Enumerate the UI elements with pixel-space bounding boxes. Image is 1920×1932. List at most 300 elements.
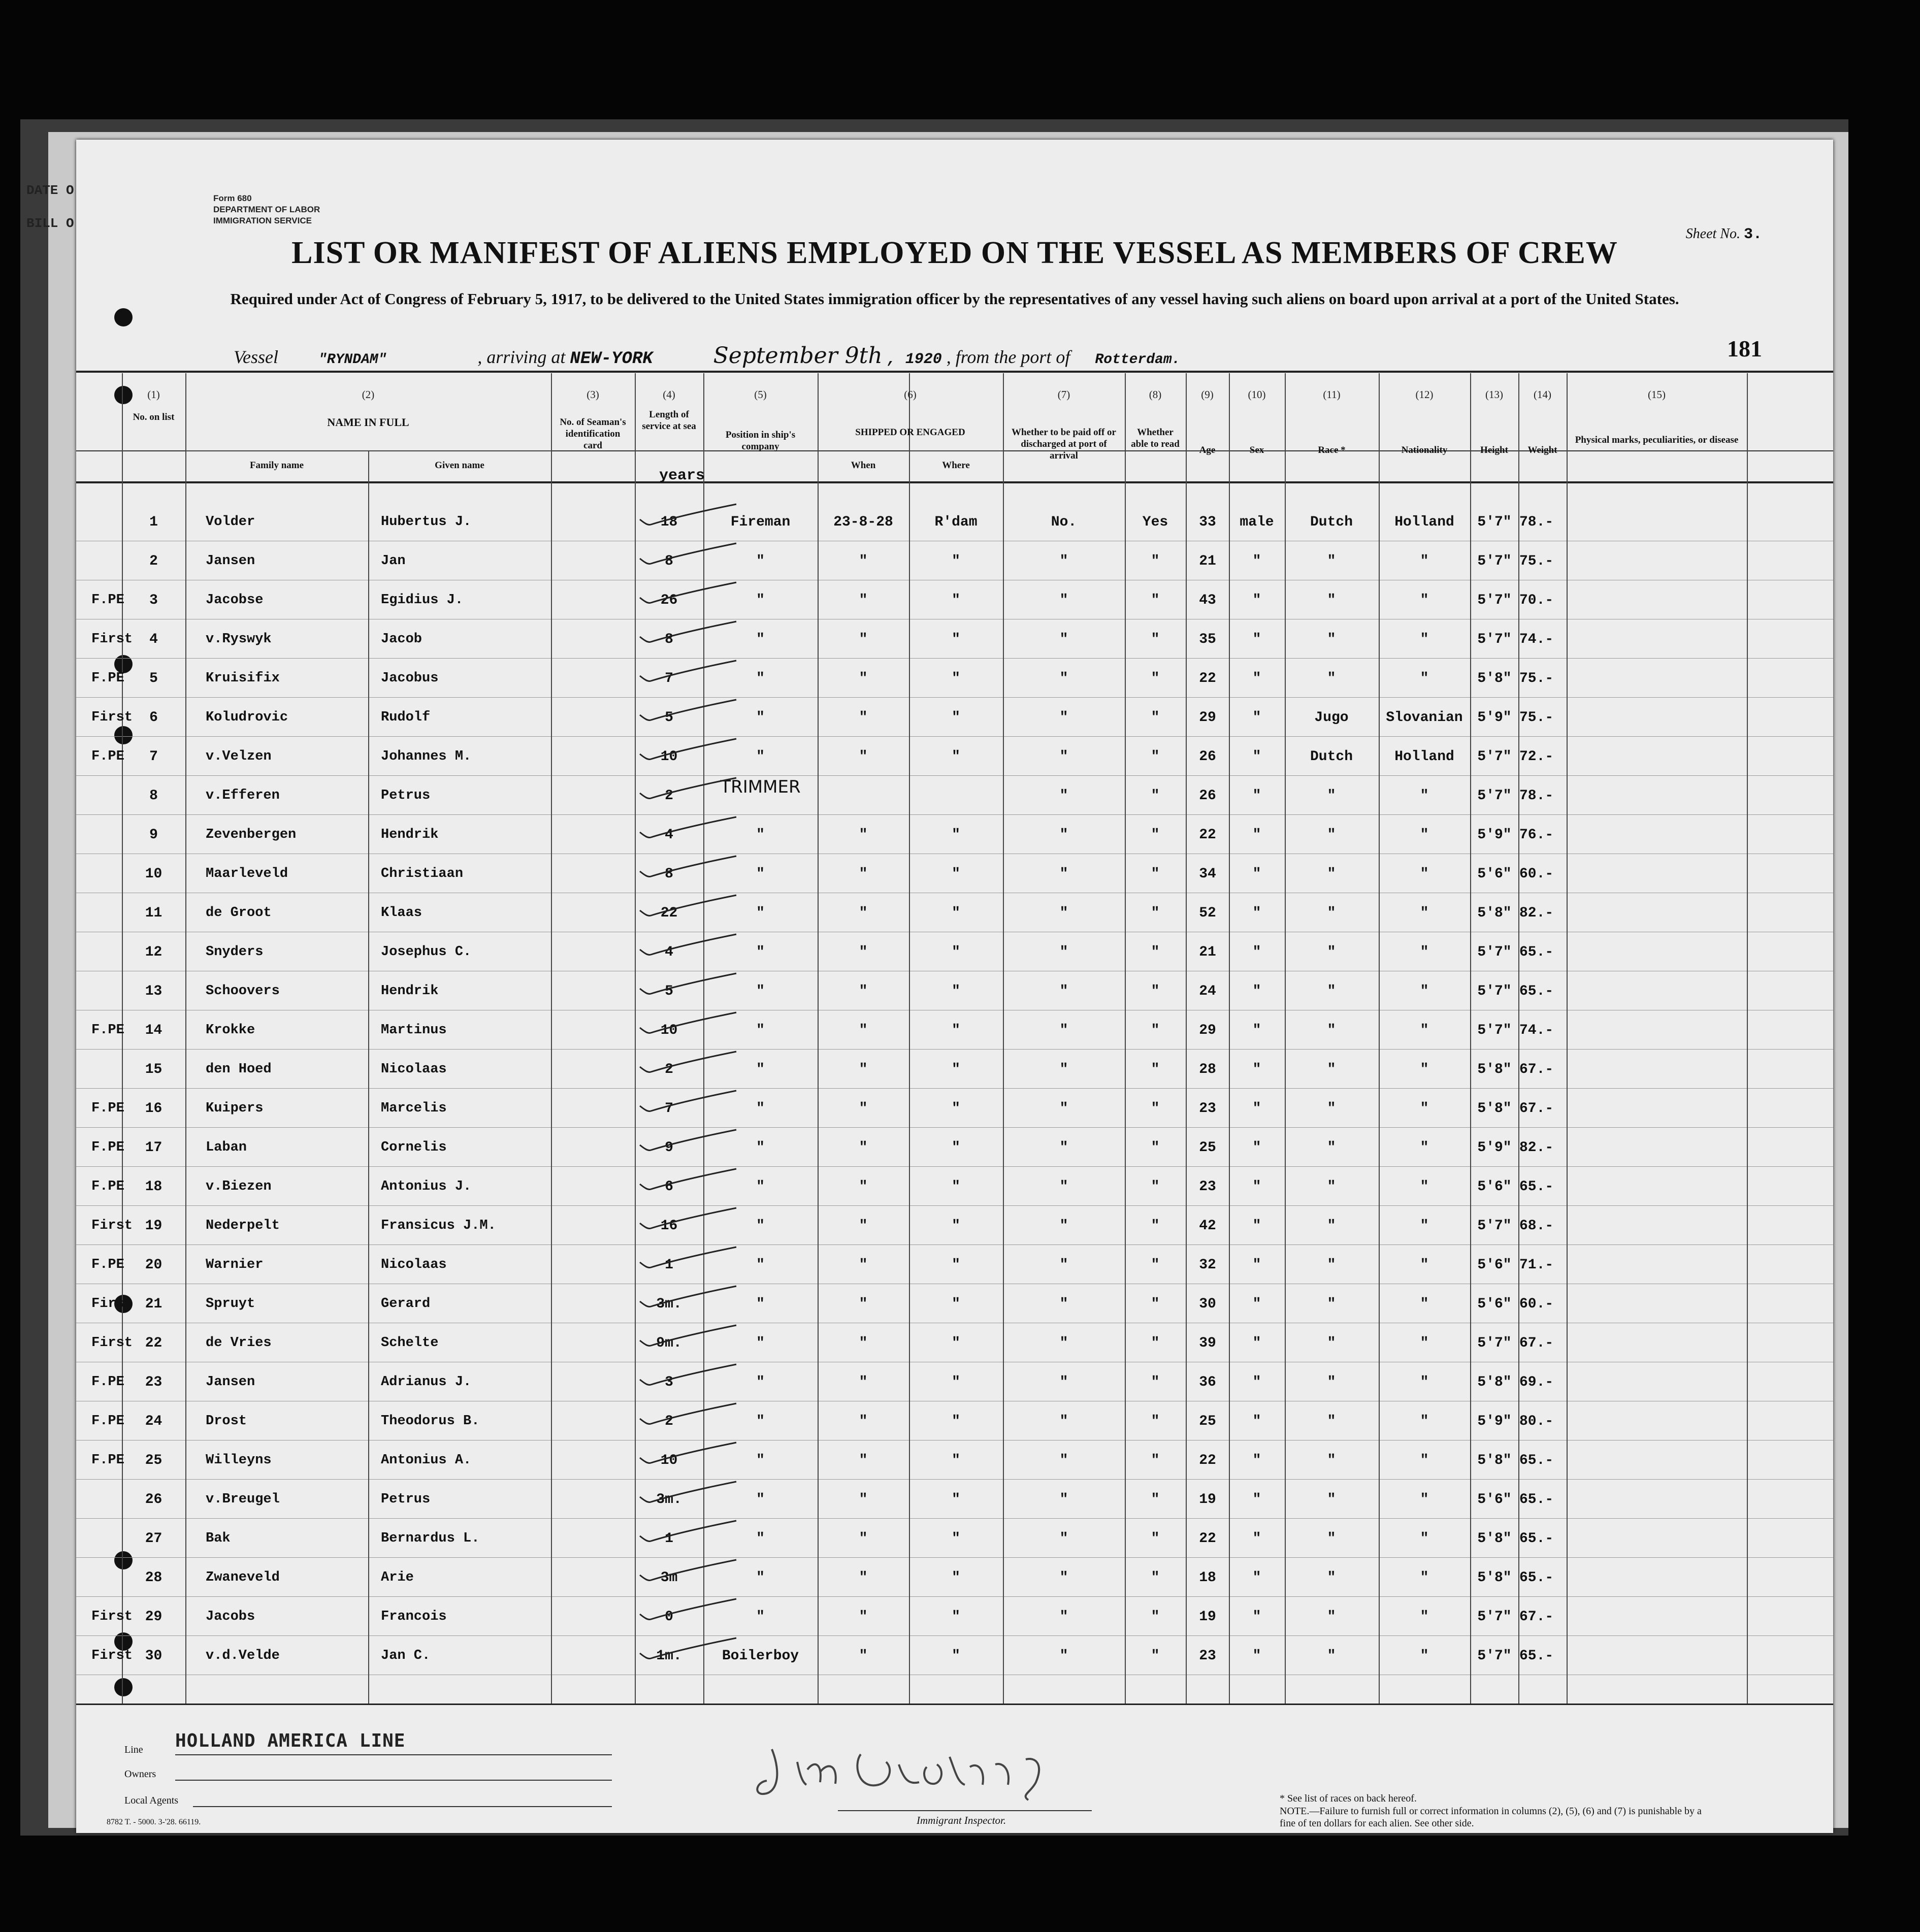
given-name: Rudolf bbox=[381, 710, 431, 725]
column-rule bbox=[1567, 373, 1568, 1704]
height: 5'7" bbox=[1477, 944, 1512, 960]
family-name: Snyders bbox=[206, 944, 264, 960]
given-name: Antonius A. bbox=[381, 1453, 472, 1468]
col-head-where: Where bbox=[942, 460, 970, 471]
sex: " bbox=[1252, 1179, 1261, 1195]
given-name: Jacob bbox=[381, 632, 422, 647]
race: " bbox=[1327, 1609, 1336, 1625]
ship-position: " bbox=[756, 671, 765, 686]
family-name: Nederpelt bbox=[206, 1218, 280, 1233]
service-length: 8 bbox=[665, 632, 673, 647]
ship-position: " bbox=[756, 593, 765, 608]
checkmark-stroke bbox=[640, 1325, 736, 1346]
sex: " bbox=[1252, 1374, 1261, 1390]
inspector-signature bbox=[752, 1734, 1077, 1805]
shipped-when: 23-8-28 bbox=[833, 514, 893, 530]
service-length: 10 bbox=[660, 749, 678, 765]
weight: 67.- bbox=[1519, 1101, 1554, 1117]
shipped-where: " bbox=[952, 632, 960, 647]
family-name: Volder bbox=[206, 514, 255, 530]
race: Jugo bbox=[1314, 710, 1349, 726]
given-name: Francois bbox=[381, 1609, 447, 1624]
checkmark-stroke bbox=[640, 1130, 736, 1151]
col-num-13: (13) bbox=[1485, 388, 1503, 401]
row-number: 14 bbox=[145, 1023, 162, 1038]
shipped-when: " bbox=[859, 1257, 868, 1273]
shipped-when: " bbox=[859, 984, 868, 999]
row-number: 9 bbox=[149, 827, 158, 843]
height: 5'6" bbox=[1477, 866, 1512, 882]
family-name: Bak bbox=[206, 1531, 231, 1546]
given-name: Josephus C. bbox=[381, 944, 472, 960]
nationality: " bbox=[1420, 671, 1429, 686]
checkmark-annotations bbox=[635, 480, 802, 1709]
punch-hole bbox=[114, 726, 133, 744]
family-name: Willeyns bbox=[206, 1453, 272, 1468]
ship-position: " bbox=[756, 905, 765, 921]
line-value: HOLLAND AMERICA LINE bbox=[175, 1730, 406, 1751]
weight: 65.- bbox=[1519, 1570, 1554, 1586]
paid-off-status: " bbox=[1059, 1257, 1068, 1273]
col-num-6: (6) bbox=[904, 388, 917, 401]
row-rule bbox=[76, 1088, 1833, 1089]
service-length: 5 bbox=[665, 984, 673, 999]
given-name: Jacobus bbox=[381, 671, 439, 686]
checkmark-stroke bbox=[640, 1208, 736, 1229]
sex: " bbox=[1252, 1140, 1261, 1156]
shipped-when: " bbox=[859, 944, 868, 960]
ship-position: " bbox=[756, 1062, 765, 1077]
row-number: 2 bbox=[149, 553, 158, 569]
family-name: v.Efferen bbox=[206, 788, 280, 803]
given-name: Egidius J. bbox=[381, 593, 464, 608]
row-number: 18 bbox=[145, 1179, 162, 1195]
checkmark-stroke bbox=[640, 1403, 736, 1424]
age: 22 bbox=[1199, 1531, 1216, 1547]
row-number: 27 bbox=[145, 1531, 162, 1547]
shipped-when: " bbox=[859, 1414, 868, 1429]
row-mark: F.PE bbox=[91, 593, 124, 608]
row-rule bbox=[76, 736, 1833, 737]
able-to-read: " bbox=[1151, 1296, 1160, 1312]
row-number: 23 bbox=[145, 1374, 162, 1390]
row-number: 25 bbox=[145, 1453, 162, 1468]
height: 5'8" bbox=[1477, 671, 1512, 686]
sex: " bbox=[1252, 1492, 1261, 1508]
height: 5'8" bbox=[1477, 1374, 1512, 1390]
service-length: 16 bbox=[660, 1218, 678, 1234]
weight: 65.- bbox=[1519, 1179, 1554, 1195]
shipped-where: " bbox=[952, 1062, 960, 1077]
ship-position: " bbox=[756, 1335, 765, 1351]
service-length: 4 bbox=[665, 944, 673, 960]
age: 21 bbox=[1199, 553, 1216, 569]
given-name: Bernardus L. bbox=[381, 1531, 480, 1546]
nationality: " bbox=[1420, 827, 1429, 843]
nationality: Holland bbox=[1394, 749, 1454, 765]
owners-label: Owners bbox=[124, 1769, 156, 1780]
ship-position: " bbox=[756, 553, 765, 569]
given-name: Nicolaas bbox=[381, 1257, 447, 1272]
height: 5'7" bbox=[1477, 1609, 1512, 1625]
line-underline bbox=[175, 1754, 612, 1755]
row-rule bbox=[76, 658, 1833, 659]
from-port-label: , from the port of bbox=[946, 347, 1070, 367]
sheet-number-label: Sheet No. bbox=[1685, 226, 1740, 242]
col-num-7: (7) bbox=[1057, 388, 1070, 401]
weight: 75.- bbox=[1519, 710, 1554, 726]
form-number-block bbox=[213, 193, 320, 226]
row-rule bbox=[76, 1127, 1833, 1128]
row-mark: F.PE bbox=[91, 1023, 124, 1038]
nationality: " bbox=[1420, 984, 1429, 999]
service-name: IMMIGRATION SERVICE bbox=[213, 216, 312, 225]
column-rule bbox=[1186, 373, 1187, 1704]
paid-off-status: " bbox=[1059, 1140, 1068, 1156]
nationality: " bbox=[1420, 944, 1429, 960]
given-name: Jan bbox=[381, 553, 406, 569]
line-label: Line bbox=[124, 1744, 143, 1755]
arrival-year: , 1920 bbox=[887, 351, 942, 368]
given-name: Arie bbox=[381, 1570, 414, 1585]
row-mark: F.PE bbox=[91, 1140, 124, 1155]
shipped-when: " bbox=[859, 1531, 868, 1547]
service-length: 22 bbox=[660, 905, 678, 921]
weight: 69.- bbox=[1519, 1374, 1554, 1390]
nationality: " bbox=[1420, 1296, 1429, 1312]
family-name: Spruyt bbox=[206, 1296, 255, 1312]
row-number: 8 bbox=[149, 788, 158, 804]
shipped-where: " bbox=[952, 749, 960, 765]
shipped-when: " bbox=[859, 1492, 868, 1508]
weight: 65.- bbox=[1519, 944, 1554, 960]
checkmark-stroke bbox=[640, 621, 736, 642]
col-head-name: NAME IN FULL bbox=[327, 416, 409, 429]
shipped-where: " bbox=[952, 905, 960, 921]
row-number: 1 bbox=[149, 514, 158, 530]
family-name: v.Biezen bbox=[206, 1179, 272, 1194]
shipped-where: " bbox=[952, 1257, 960, 1273]
weight: 80.- bbox=[1519, 1414, 1554, 1429]
col-head-paid-off: Whether to be paid off or discharged at port of arrival bbox=[1012, 427, 1116, 461]
service-length: 10 bbox=[660, 1023, 678, 1038]
nationality: " bbox=[1420, 1570, 1429, 1586]
nationality: " bbox=[1420, 1414, 1429, 1429]
col-head-position: Position in ship's company bbox=[725, 430, 796, 452]
sex: " bbox=[1252, 905, 1261, 921]
sex: " bbox=[1252, 1101, 1261, 1117]
age: 52 bbox=[1199, 905, 1216, 921]
shipped-when: " bbox=[859, 1296, 868, 1312]
shipped-when: " bbox=[859, 1648, 868, 1664]
ship-position: " bbox=[756, 1531, 765, 1547]
able-to-read: " bbox=[1151, 1531, 1160, 1547]
service-unit: years bbox=[659, 467, 705, 484]
height: 5'7" bbox=[1477, 1218, 1512, 1234]
print-code: 8782 T. - 5000. 3-'28. 66119. bbox=[107, 1818, 201, 1826]
given-name: Fransicus J.M. bbox=[381, 1218, 496, 1233]
vessel-label: Vessel bbox=[234, 347, 278, 367]
shipped-where: " bbox=[952, 1374, 960, 1390]
sex: " bbox=[1252, 866, 1261, 882]
ship-position: " bbox=[756, 944, 765, 960]
family-name: Zevenbergen bbox=[206, 827, 297, 842]
vessel-line bbox=[234, 343, 1180, 369]
race: " bbox=[1327, 632, 1336, 647]
row-mark: First bbox=[91, 710, 133, 725]
sex: " bbox=[1252, 1531, 1261, 1547]
shipped-when: " bbox=[859, 1570, 868, 1586]
paid-off-status: " bbox=[1059, 905, 1068, 921]
race: " bbox=[1327, 984, 1336, 999]
ship-position: " bbox=[756, 1101, 765, 1117]
row-number: 22 bbox=[145, 1335, 162, 1351]
row-rule bbox=[76, 1635, 1833, 1636]
paid-off-status: " bbox=[1059, 1570, 1068, 1586]
height: 5'8" bbox=[1477, 1453, 1512, 1468]
race: " bbox=[1327, 1374, 1336, 1390]
service-length: 9m. bbox=[656, 1335, 682, 1351]
age: 18 bbox=[1199, 1570, 1216, 1586]
nationality: " bbox=[1420, 1531, 1429, 1547]
service-length: 4 bbox=[665, 827, 673, 843]
col-num-11: (11) bbox=[1323, 388, 1341, 401]
ship-position: " bbox=[756, 1140, 765, 1156]
checkmark-stroke bbox=[640, 1560, 736, 1581]
col-num-12: (12) bbox=[1415, 388, 1434, 401]
weight: 75.- bbox=[1519, 553, 1554, 569]
service-length: 8 bbox=[665, 866, 673, 882]
height: 5'7" bbox=[1477, 749, 1512, 765]
column-rule bbox=[185, 373, 186, 1704]
given-name: Klaas bbox=[381, 905, 422, 921]
ship-position: Fireman bbox=[730, 514, 791, 530]
race: " bbox=[1327, 905, 1336, 921]
paid-off-status: " bbox=[1059, 1296, 1068, 1312]
row-mark: First bbox=[91, 632, 133, 647]
weight: 60.- bbox=[1519, 866, 1554, 882]
shipped-where: " bbox=[952, 1179, 960, 1195]
shipped-where: R'dam bbox=[934, 514, 978, 530]
able-to-read: " bbox=[1151, 1062, 1160, 1077]
service-length: 6 bbox=[665, 1179, 673, 1195]
row-rule bbox=[76, 814, 1833, 815]
document-subtitle: Required under Act of Congress of February 5, 1917, to be delivered to the United States immigration officer by the representatives of any vessel having such aliens on board upon arrival at a port of the United States. bbox=[230, 290, 1679, 308]
nationality: " bbox=[1420, 1062, 1429, 1077]
col-num-1: (1) bbox=[147, 388, 160, 401]
family-name: Drost bbox=[206, 1414, 247, 1429]
row-number: 24 bbox=[145, 1414, 162, 1429]
owners-underline bbox=[175, 1780, 612, 1781]
able-to-read: Yes bbox=[1142, 514, 1168, 530]
vessel-name: "RYNDAM" bbox=[318, 352, 387, 368]
column-rule bbox=[1747, 373, 1748, 1704]
weight: 65.- bbox=[1519, 1648, 1554, 1664]
sex: " bbox=[1252, 788, 1261, 804]
able-to-read: " bbox=[1151, 944, 1160, 960]
nationality: Holland bbox=[1394, 514, 1454, 530]
weight: 78.- bbox=[1519, 514, 1554, 530]
weight: 65.- bbox=[1519, 1531, 1554, 1547]
service-length: 2 bbox=[665, 788, 673, 804]
ship-position: " bbox=[756, 1179, 765, 1195]
shipped-when: " bbox=[859, 1335, 868, 1351]
shipped-when: " bbox=[859, 593, 868, 608]
row-mark: F.PE bbox=[91, 1101, 124, 1116]
family-name: v.Breugel bbox=[206, 1492, 280, 1507]
checkmark-stroke bbox=[640, 582, 736, 603]
service-length: 2 bbox=[665, 1414, 673, 1429]
able-to-read: " bbox=[1151, 593, 1160, 608]
age: 19 bbox=[1199, 1492, 1216, 1508]
able-to-read: " bbox=[1151, 827, 1160, 843]
col-num-3: (3) bbox=[587, 388, 599, 401]
family-name: de Vries bbox=[206, 1335, 272, 1351]
able-to-read: " bbox=[1151, 1101, 1160, 1117]
able-to-read: " bbox=[1151, 553, 1160, 569]
age: 22 bbox=[1199, 671, 1216, 686]
row-number: 29 bbox=[145, 1609, 162, 1625]
checkmark-stroke bbox=[640, 504, 736, 525]
height: 5'6" bbox=[1477, 1492, 1512, 1508]
row-rule bbox=[76, 1557, 1833, 1558]
given-name: Adrianus J. bbox=[381, 1374, 472, 1390]
race: " bbox=[1327, 1453, 1336, 1468]
service-length: 2 bbox=[665, 1062, 673, 1077]
race: " bbox=[1327, 1023, 1336, 1038]
service-length: 1m. bbox=[656, 1648, 682, 1664]
nationality: " bbox=[1420, 1374, 1429, 1390]
sex: " bbox=[1252, 671, 1261, 686]
age: 43 bbox=[1199, 593, 1216, 608]
col-head-given: Given name bbox=[435, 460, 484, 471]
row-mark: F.PE bbox=[91, 1374, 124, 1390]
shipped-where: " bbox=[952, 1296, 960, 1312]
given-name: Nicolaas bbox=[381, 1062, 447, 1077]
age: 30 bbox=[1199, 1296, 1216, 1312]
sex: " bbox=[1252, 1609, 1261, 1625]
row-mark: First bbox=[91, 1296, 133, 1312]
checkmark-stroke bbox=[640, 973, 736, 994]
row-number: 21 bbox=[145, 1296, 162, 1312]
checkmark-stroke bbox=[640, 700, 736, 721]
sex: " bbox=[1252, 1453, 1261, 1468]
shipped-where: " bbox=[952, 1570, 960, 1586]
col-head-nationality: Nationality bbox=[1401, 445, 1448, 455]
shipped-when: " bbox=[859, 1140, 868, 1156]
paid-off-status: " bbox=[1059, 749, 1068, 765]
sex: " bbox=[1252, 827, 1261, 843]
able-to-read: " bbox=[1151, 1609, 1160, 1625]
race: " bbox=[1327, 1570, 1336, 1586]
age: 25 bbox=[1199, 1140, 1216, 1156]
checkmark-stroke bbox=[640, 895, 736, 916]
shipped-when: " bbox=[859, 1374, 868, 1390]
weight: 76.- bbox=[1519, 827, 1554, 843]
department-name: DEPARTMENT OF LABOR bbox=[213, 205, 320, 214]
row-rule bbox=[76, 1518, 1833, 1519]
given-name: Christiaan bbox=[381, 866, 464, 881]
row-mark: F.PE bbox=[91, 749, 124, 764]
ship-position: " bbox=[756, 1609, 765, 1625]
ship-position: " bbox=[756, 1570, 765, 1586]
col-head-shipped: SHIPPED OR ENGAGED bbox=[855, 427, 965, 438]
service-length: 9 bbox=[665, 1140, 673, 1156]
paid-off-status: " bbox=[1059, 1101, 1068, 1117]
row-number: 6 bbox=[149, 710, 158, 726]
checkmark-stroke bbox=[640, 1169, 736, 1190]
service-length: 3m. bbox=[656, 1296, 682, 1312]
nationality: " bbox=[1420, 1335, 1429, 1351]
shipped-when: " bbox=[859, 1062, 868, 1077]
able-to-read: " bbox=[1151, 1257, 1160, 1273]
ship-position: " bbox=[756, 1374, 765, 1390]
sex: " bbox=[1252, 1062, 1261, 1077]
inspector-underline bbox=[838, 1810, 1092, 1811]
family-name: v.Velzen bbox=[206, 749, 272, 764]
row-mark: First bbox=[91, 1609, 133, 1624]
age: 34 bbox=[1199, 866, 1216, 882]
checkmark-stroke bbox=[640, 934, 736, 955]
row-mark: F.PE bbox=[91, 1257, 124, 1272]
row-mark: First bbox=[91, 1335, 133, 1351]
nationality: " bbox=[1420, 1218, 1429, 1234]
height: 5'9" bbox=[1477, 1140, 1512, 1156]
row-rule bbox=[76, 1166, 1833, 1167]
row-number: 5 bbox=[149, 671, 158, 686]
height: 5'7" bbox=[1477, 593, 1512, 608]
agents-label: Local Agents bbox=[124, 1795, 179, 1806]
given-name: Antonius J. bbox=[381, 1179, 472, 1194]
race: " bbox=[1327, 1101, 1336, 1117]
service-length: 1 bbox=[665, 1257, 673, 1273]
given-name: Petrus bbox=[381, 788, 431, 803]
row-number: 16 bbox=[145, 1101, 162, 1117]
col-num-2: (2) bbox=[362, 388, 375, 401]
checkmark-stroke bbox=[640, 1443, 736, 1463]
given-name: Martinus bbox=[381, 1023, 447, 1038]
weight: 75.- bbox=[1519, 671, 1554, 686]
sex: male bbox=[1240, 514, 1274, 530]
shipped-where: " bbox=[952, 1453, 960, 1468]
given-name: Theodorus B. bbox=[381, 1414, 480, 1429]
checkmark-stroke bbox=[640, 543, 736, 564]
weight: 65.- bbox=[1519, 1453, 1554, 1468]
row-number: 3 bbox=[149, 593, 158, 608]
sex: " bbox=[1252, 593, 1261, 608]
age: 42 bbox=[1199, 1218, 1216, 1234]
height: 5'9" bbox=[1477, 1414, 1512, 1429]
given-name: Petrus bbox=[381, 1492, 431, 1507]
weight: 82.- bbox=[1519, 1140, 1554, 1156]
ship-position: " bbox=[756, 1453, 765, 1468]
checkmark-stroke bbox=[640, 1521, 736, 1542]
height: 5'7" bbox=[1477, 632, 1512, 647]
family-name: Maarleveld bbox=[206, 866, 288, 881]
nationality: " bbox=[1420, 1101, 1429, 1117]
checkmark-stroke bbox=[640, 1286, 736, 1307]
paid-off-status: " bbox=[1059, 710, 1068, 726]
family-name: Schoovers bbox=[206, 984, 280, 999]
able-to-read: " bbox=[1151, 1140, 1160, 1156]
able-to-read: " bbox=[1151, 1453, 1160, 1468]
row-number: 10 bbox=[145, 866, 162, 882]
column-rule bbox=[122, 373, 123, 1704]
agents-underline bbox=[193, 1806, 612, 1807]
race: " bbox=[1327, 866, 1336, 882]
nationality: " bbox=[1420, 1609, 1429, 1625]
paid-off-status: " bbox=[1059, 553, 1068, 569]
